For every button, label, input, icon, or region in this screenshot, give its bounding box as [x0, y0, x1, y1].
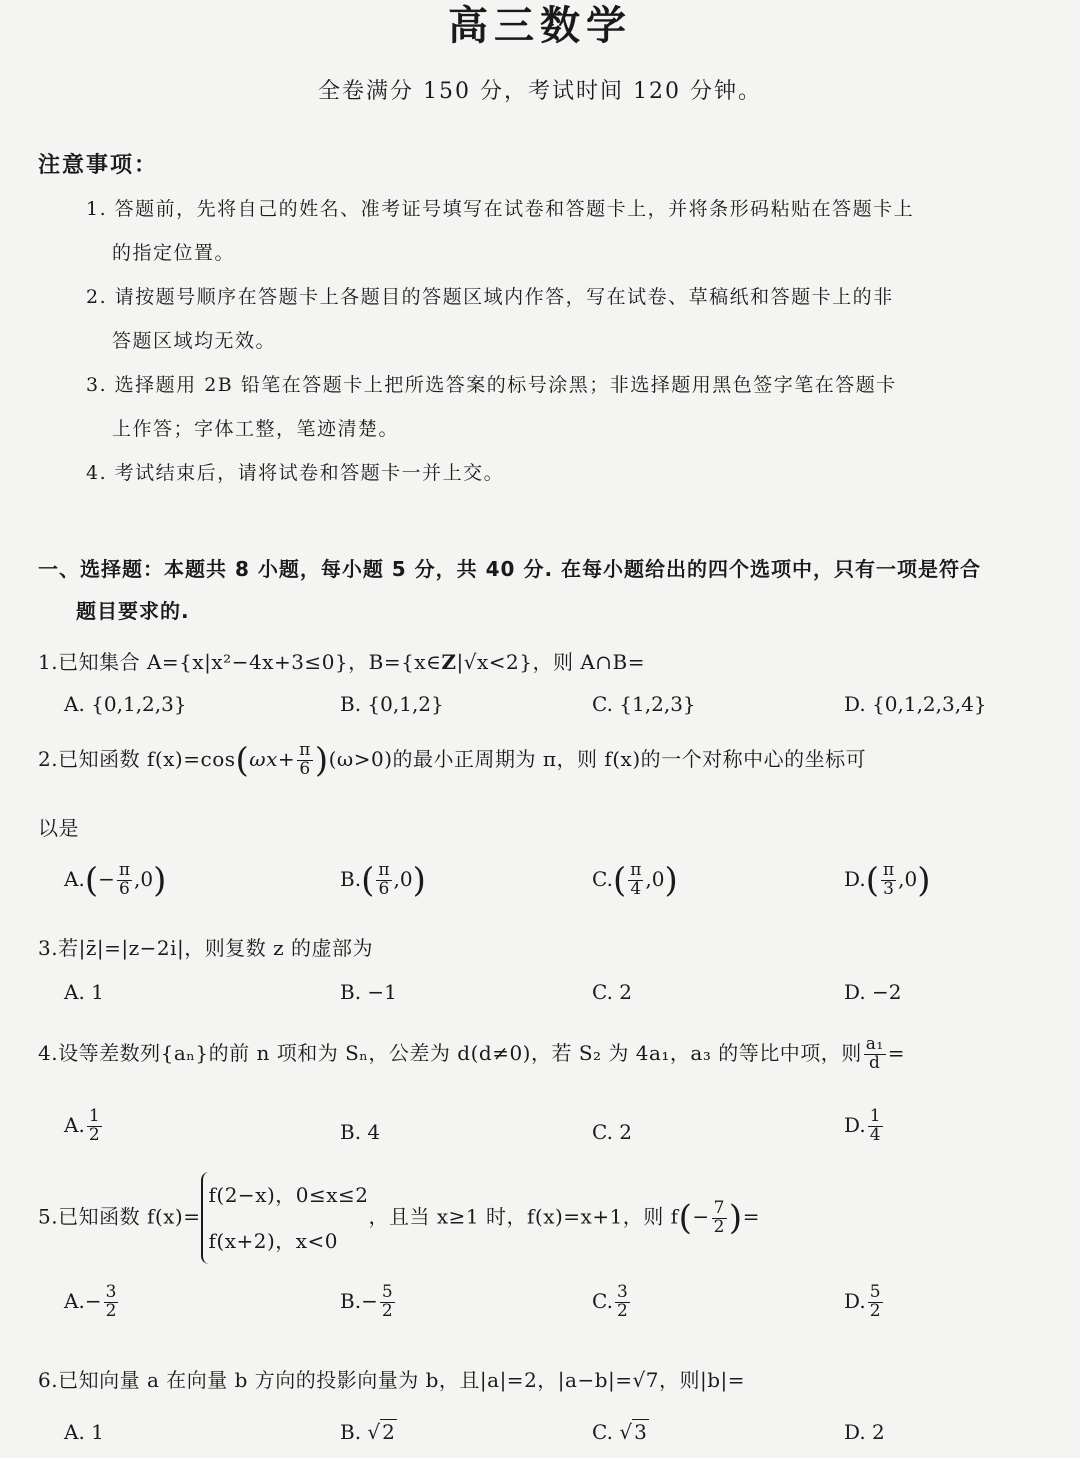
- notice-line: 的指定位置。: [112, 242, 236, 264]
- question-5: 5.已知函数 f(x)= f(2−x)，0≤x≤2 f(x+2)，x<0 ，且当 x≥1 时，f(x)=x+1，则 f(− $\frac{7}{2}$ )=: [38, 1172, 1048, 1264]
- question-stem: (ω>0)的最小正周期为 π，则 f(x)的一个对称中心的坐标可: [328, 746, 867, 771]
- question-number: 2.: [38, 746, 59, 771]
- option-b: B. −1: [340, 980, 397, 1004]
- section-line: 一、选择题：本题共 8 小题，每小题 5 分，共 40 分. 在每小题给出的四个选项中，只有一项是符合: [38, 557, 982, 581]
- question-stem: 已知集合 A={x|x²−4x+3≤0}，B={x∈: [58, 650, 442, 674]
- paren-close: ): [314, 742, 329, 779]
- notice-item: [86, 187, 1046, 275]
- question-stem: 已知函数 f(x)=: [58, 1204, 201, 1229]
- option-a: A. 1: [64, 1420, 104, 1444]
- notice-item: [86, 275, 1046, 363]
- question-stem: 设等差数列{aₙ}的前 n 项和为 Sₙ，公差为 d(d≠0)，若 S₂ 为 4a₁，a₃ 的等比中项，则: [58, 1040, 862, 1065]
- notice-line: 3. 选择题用 2B 铅笔在答题卡上把所选答案的标号涂黑；非选择题用黑色签字笔在答题卡: [86, 374, 897, 396]
- question-stem: Z: [441, 650, 457, 674]
- question-3: [38, 932, 1048, 961]
- option-c: C. 2: [592, 1120, 633, 1144]
- option-c: C.( $\frac{\pi}{4}$ ,0): [592, 860, 678, 901]
- option-d: D. {0,1,2,3,4}: [844, 692, 987, 716]
- question-number: 6.: [38, 1368, 59, 1392]
- option-c: C. 2: [592, 980, 633, 1004]
- fraction: $\frac{\pi}{6}$: [299, 742, 311, 779]
- notice-item: [86, 451, 1046, 495]
- notice-item: [86, 363, 1046, 451]
- piecewise-cases: f(2−x)，0≤x≤2 f(x+2)，x<0: [201, 1172, 369, 1264]
- option-a: A. $\frac{1}{2}$: [64, 1106, 100, 1145]
- question-4: 4.设等差数列{aₙ}的前 n 项和为 Sₙ，公差为 d(d≠0)，若 S₂ 为 4a₁，a₃ 的等比中项，则 $\frac{\text{a₁}}{d}$ =: [38, 1036, 905, 1073]
- question-stem: 若|z̄|=|z−2i|，则复数 z 的虚部为: [58, 936, 374, 960]
- option-d: D.( $\frac{\pi}{3}$ ,0): [844, 860, 931, 901]
- paren-open: (: [235, 742, 250, 779]
- notice-heading: 注意事项：: [38, 153, 159, 178]
- section-heading: [38, 548, 1048, 632]
- question-number: 4.: [38, 1040, 59, 1065]
- question-stem: 已知向量 a 在向量 b 方向的投影向量为 b，且|a|=2，|a−b|=√7，则|b|=: [58, 1368, 746, 1392]
- question-6: [38, 1364, 1048, 1393]
- question-number: 5.: [38, 1204, 59, 1229]
- option-b: B. 4: [340, 1120, 381, 1144]
- option-a: A.− $\frac{3}{2}$: [64, 1282, 117, 1321]
- option-d: D. −2: [844, 980, 902, 1004]
- option-c: C. {1,2,3}: [592, 692, 696, 716]
- notice-line: 答题区域均无效。: [112, 330, 277, 352]
- section-line: 题目要求的.: [76, 599, 190, 623]
- option-a: A. {0,1,2,3}: [64, 692, 187, 716]
- notice-line: 2. 请按题号顺序在答题卡上各题目的答题区域内作答，写在试卷、草稿纸和答题卡上的非: [86, 286, 894, 308]
- question-2: 2.已知函数 f(x)=cos(ωx+ $\frac{\pi}{6}$ )(ω>0)的最小正周期为 π，则 f(x)的一个对称中心的坐标可: [38, 742, 867, 779]
- option-d: D. $\frac{5}{2}$: [844, 1282, 881, 1321]
- option-c: C. $\frac{3}{2}$: [592, 1282, 628, 1321]
- notice-line: 1. 答题前，先将自己的姓名、准考证号填写在试卷和答题卡上，并将条形码粘贴在答题卡上: [86, 198, 915, 220]
- option-a: A. 1: [64, 980, 104, 1004]
- question-stem: |√x<2}，则 A∩B=: [456, 650, 645, 674]
- option-d: D. 2: [844, 1420, 885, 1444]
- option-b: B. √ 2: [340, 1420, 395, 1444]
- option-b: B.− $\frac{5}{2}$: [340, 1282, 393, 1321]
- fraction: $\frac{\text{a₁}}{d}$: [865, 1036, 884, 1073]
- question-number: 3.: [38, 936, 59, 960]
- option-b: B. {0,1,2}: [340, 692, 444, 716]
- option-a: A.(− $\frac{\pi}{6}$ ,0): [64, 860, 167, 901]
- question-2-cont: 以是: [38, 816, 79, 840]
- option-c: C. √ 3: [592, 1420, 647, 1444]
- notice-line: 4. 考试结束后，请将试卷和答题卡一并上交。: [86, 462, 505, 484]
- question-1: [38, 646, 1048, 675]
- page-title: 高三数学: [448, 3, 632, 49]
- notice-line: 上作答；字体工整，笔迹清楚。: [112, 418, 400, 440]
- question-stem: ，且当 x≥1 时，f(x)=x+1，则 f: [368, 1204, 679, 1229]
- option-d: D. $\frac{1}{4}$: [844, 1106, 881, 1145]
- question-number: 1.: [38, 650, 59, 674]
- exam-info: 全卷满分 150 分，考试时间 120 分钟。: [318, 79, 762, 104]
- option-b: B.( $\frac{\pi}{6}$ ,0): [340, 860, 426, 901]
- question-stem: 已知函数 f(x)=cos: [58, 746, 236, 771]
